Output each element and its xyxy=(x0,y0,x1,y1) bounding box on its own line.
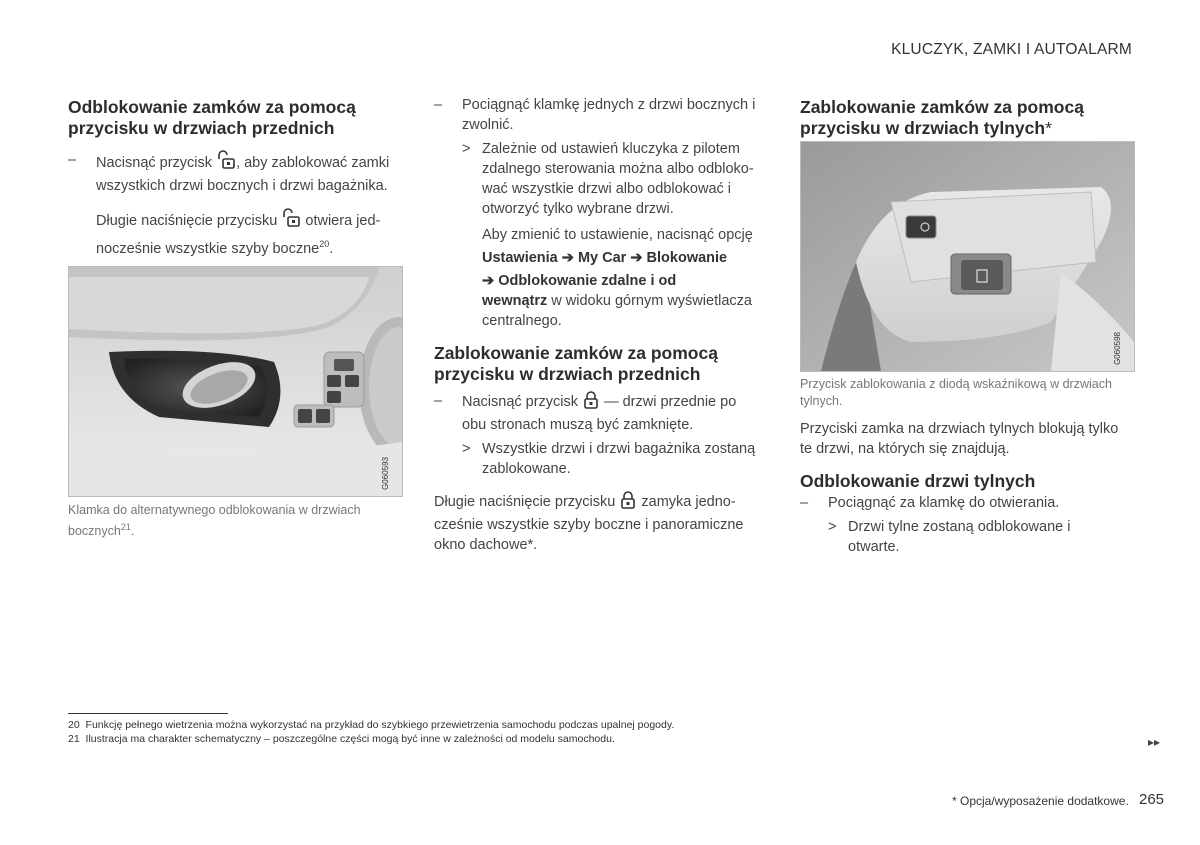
lock-rear-heading: Zablokowanie zamków za pomocą przycisku w drzwiach tylnych* xyxy=(800,97,1084,138)
unlock-step: – Nacisnąć przycisk , aby zablokować zamki wszystkich drzwi bocznych i drzwi bagażnika. xyxy=(68,152,390,194)
rear-lock-paragraph: Przyciski zamka na drzwiach tylnych blokują tylko te drzwi, na których się znajdują. xyxy=(800,421,1119,457)
door-handle-caption: Klamka do alternatywnego odblokowania w drzwiach bocznych$^{21}$. xyxy=(68,503,361,539)
lock-icon xyxy=(582,391,600,415)
lock-result: > Wszystkie drzwi i drzwi bagażnika zostaną zablokowane. xyxy=(462,441,756,477)
result-note: > Zależnie od ustawień kluczyka z pilotem zdalnego sterowania można albo odbloko- wać wszystkie drzwi albo odblokować i otworzyć tylko wybrane drzwi. xyxy=(462,141,754,217)
footnote-21: 21 Ilustracja ma charakter schematyczny – poszczególne części mogą być inne w zależności od modelu samochodu. xyxy=(68,733,615,745)
column-2 xyxy=(434,95,774,555)
unlock-rear-heading: Odblokowanie drzwi tylnych xyxy=(800,471,1036,491)
pull-handle-step: – Pociągnąć klamkę jednych z drzwi bocznych i zwolnić. xyxy=(434,97,756,133)
image-code: G060593 xyxy=(381,457,390,490)
unlock-front-heading: Odblokowanie zamków za pomocą przycisku w drzwiach przednich xyxy=(68,97,356,138)
rear-lock-button-illustration xyxy=(800,141,1135,372)
door-handle-illustration xyxy=(68,266,403,497)
image-code: G060598 xyxy=(1113,332,1122,365)
optional-equipment-note: * Opcja/wyposażenie dodatkowe. xyxy=(952,794,1129,808)
unlock-icon xyxy=(216,150,236,176)
footnote-20: 20 Funkcję pełnego wietrzenia można wykorzystać na przykład do szybkiego przewietrzenia samochodu podczas upalnej pogody. xyxy=(68,719,675,731)
unlock-rear-result: > Drzwi tylne zostaną odblokowane i otwarte. xyxy=(828,519,1071,555)
rear-lock-caption: Przycisk zablokowania z diodą wskaźnikową w drzwiach tylnych. xyxy=(800,377,1112,408)
unlock-rear-step: – Pociągnąć za klamkę do otwierania. xyxy=(800,495,1060,511)
rear-lock-button-drawing xyxy=(801,142,1134,371)
column-3 xyxy=(800,376,1140,557)
continue-arrow-icon: ▸▸ xyxy=(1148,735,1161,749)
door-handle-drawing xyxy=(69,267,402,496)
settings-path: Aby zmienić to ustawienie, nacisnąć opcję Ustawienia ➔ My Car ➔ Blokowanie ➔ Odblokowanie zdalne i od wewnątrz w widoku górnym wyświetlacza centralnego. xyxy=(482,227,753,329)
lock-icon xyxy=(619,491,637,515)
unlock-long-press-note: Długie naciśnięcie przycisku otwiera jed- nocześnie wszystkie szyby boczne$^{20}$. xyxy=(68,208,398,259)
lock-front-heading: Zablokowanie zamków za pomocą przycisku w drzwiach przednich xyxy=(434,343,718,384)
page-number: 265 xyxy=(1139,791,1165,808)
lock-step: – Nacisnąć przycisk — drzwi przednie po obu stronach muszą być zamknięte. xyxy=(434,393,737,433)
column-3-heading-block xyxy=(800,97,1140,139)
footnote-divider xyxy=(68,713,228,714)
lock-long-press-note: Długie naciśnięcie przycisku zamyka jedno- cześnie wszystkie szyby boczne i panoramiczne okno dachowe*. xyxy=(434,491,774,555)
section-header: KLUCZYK, ZAMKI I AUTOALARM xyxy=(891,41,1132,58)
unlock-icon xyxy=(281,208,301,234)
column-1 xyxy=(68,97,398,285)
